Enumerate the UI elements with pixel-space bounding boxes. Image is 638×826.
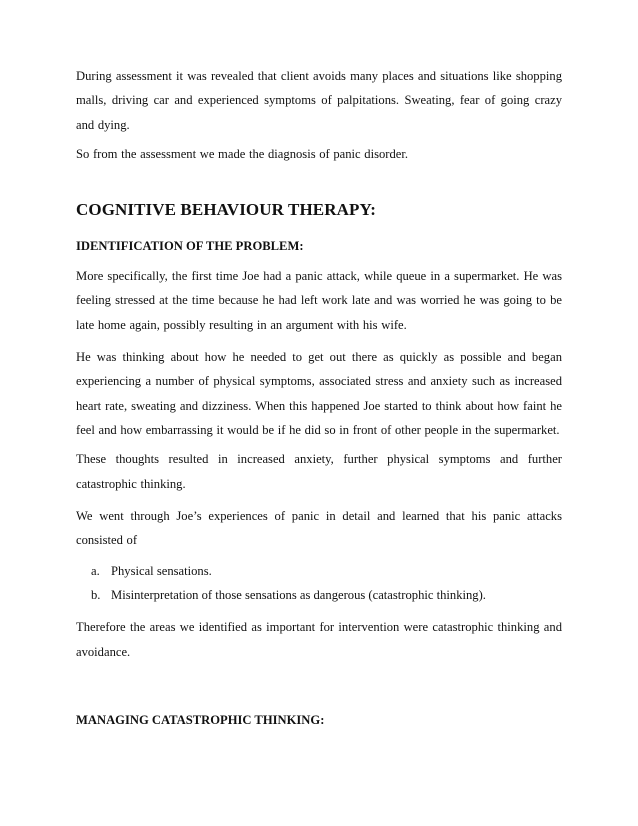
thinking-paragraph: He was thinking about how he needed to get out there as quickly as possible and began experiencing a number of physical symptoms, associated stress and anxiety such as increased heart rate, sweating and dizziness. When this happened Joe started to think about how faint he feel and how embarrassing it would be if he did so in front of other people in the supermarket. — [76, 350, 562, 437]
list-item-text: Physical sensations. — [111, 564, 212, 579]
page-content — [76, 64, 562, 730]
section-title: COGNITIVE BEHAVIOUR THERAPY: — [76, 200, 377, 220]
subsection-heading: IDENTIFICATION OF THE PROBLEM: — [76, 239, 304, 254]
next-section-heading: MANAGING CATASTROPHIC THINKING: — [76, 713, 325, 728]
problem-paragraph: More specifically, the first time Joe had a panic attack, while queue in a supermarket. He was feeling stressed at the time because he had left work late and was worried he was going to be late home again, possibly resulting in an argument with his wife. — [76, 269, 562, 332]
diagnosis-paragraph: So from the assessment we made the diagnosis of panic disorder. — [76, 146, 409, 161]
thoughts-paragraph: These thoughts resulted in increased anxiety, further physical symptoms and further catastrophic thinking. — [76, 452, 562, 491]
list-marker: b. — [91, 587, 101, 602]
assessment-paragraph: During assessment it was revealed that client avoids many places and situations like shopping malls, driving car and experienced symptoms of palpitations. Sweating, fear of going crazy and dying. — [76, 69, 562, 132]
list-marker: a. — [91, 564, 100, 579]
panic-components-list — [76, 560, 562, 607]
list-item — [76, 560, 562, 584]
experiences-paragraph: We went through Joe’s experiences of panic in detail and learned that his panic attacks consisted of — [76, 508, 562, 548]
intervention-paragraph: Therefore the areas we identified as important for intervention were catastrophic thinking and avoidance. — [76, 620, 562, 659]
list-item-text: Misinterpretation of those sensations as dangerous (catastrophic thinking). — [111, 587, 486, 602]
list-item — [76, 584, 562, 608]
